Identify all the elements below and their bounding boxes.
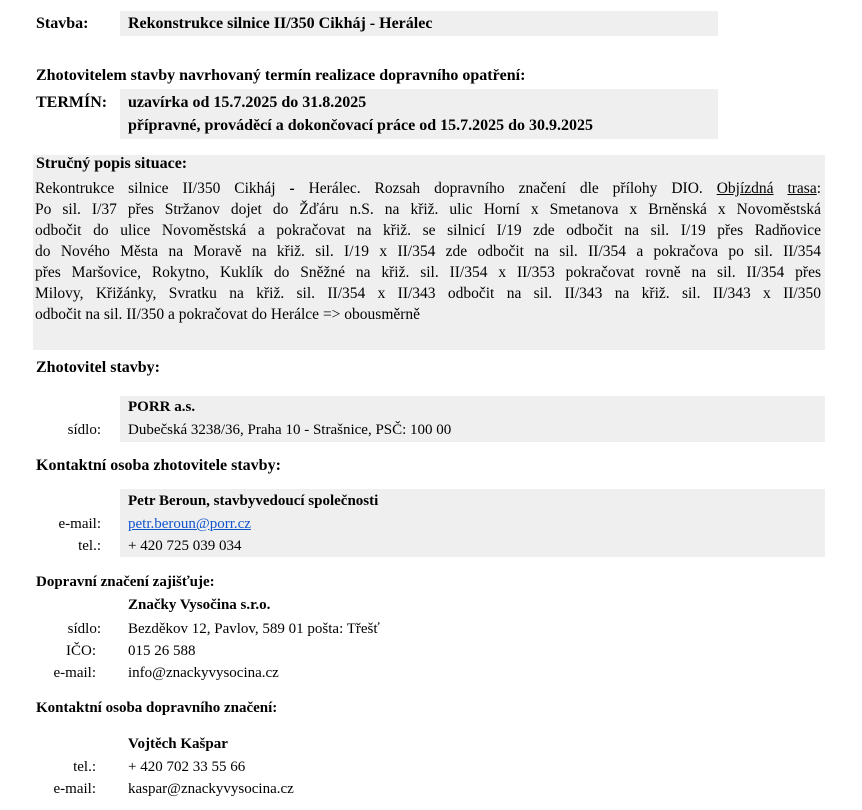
popis-text (35, 178, 821, 325)
kontakt-zhotovitel-email-link[interactable]: petr.beroun@porr.cz (128, 516, 251, 532)
znaceni-name: Značky Vysočina s.r.o. (128, 597, 271, 613)
znaceni-sidlo-label: sídlo: (67, 621, 101, 637)
kontakt-znaceni-name: Vojtěch Kašpar (128, 736, 228, 752)
popis-line: Po sil. I/37 přes Stržanov dojet do Žďáru n.S. na křiž. ulic Horní x Smetanova x Brněnská x Novoměstská (35, 201, 821, 218)
znaceni-heading: Dopravní značení zajišťuje: (36, 574, 215, 590)
kontakt-zhotovitel-name: Petr Beroun, stavbyvedoucí společnosti (128, 493, 379, 509)
znaceni-email: info@znackyvysocina.cz (128, 665, 279, 681)
termin-label: TERMÍN: (36, 94, 108, 111)
znaceni-ico: 015 26 588 (128, 643, 196, 659)
kontakt-znaceni-tel: + 420 702 33 55 66 (128, 759, 246, 775)
zhotovitel-sidlo: Dubečská 3238/36, Praha 10 - Strašnice, PSČ: 100 00 (128, 422, 452, 438)
termin-line1: uzavírka od 15.7.2025 do 31.8.2025 (128, 94, 367, 111)
kontakt-zhotovitel-tel: + 420 725 039 034 (128, 538, 242, 554)
popis-heading: Stručný popis situace: (36, 155, 188, 172)
popis-line: Milovy, Křižánky, Svratku na křiž. sil. II/354 x II/343 odbočit na sil. II/343 na křiž. sil. II/343 x II/350 (35, 285, 821, 302)
stavba-label: Stavba: (36, 15, 89, 32)
objizdna-underlined: Objízdná (716, 180, 774, 197)
popis-line: přes Maršovice, Rokytno, Kuklík do Sněžné na křiž. sil. II/354 x II/353 pokračovat rovně na sil. II/354 přes (35, 264, 821, 281)
zhotovitel-heading: Zhotovitel stavby: (36, 359, 160, 376)
termin-intro: Zhotovitelem stavby navrhovaný termín realizace dopravního opatření: (36, 67, 526, 84)
popis-text-span: : (816, 180, 822, 197)
trasa-underlined: trasa (787, 180, 817, 197)
stavba-value: Rekonstrukce silnice II/350 Cikháj - Herálec (128, 15, 433, 32)
popis-text-span: Rekontrukce silnice II/350 Cikháj (35, 180, 290, 197)
popis-space (774, 180, 788, 197)
popis-line: odbočit na sil. II/350 a pokračovat do Herálce => obousměrně (35, 306, 421, 323)
kontakt-zhotovitel-email-label: e-mail: (58, 516, 101, 532)
popis-line: odbočit do ulice Novoměstská a pokračovat na křiž. se silnicí I/19 zde odbočit na sil. I/19 přes Radňovice (35, 222, 821, 239)
znaceni-sidlo: Bezděkov 12, Pavlov, 589 01 pošta: Třešť (128, 621, 380, 637)
zhotovitel-name: PORR a.s. (128, 399, 196, 415)
znaceni-email-label: e-mail: (53, 665, 96, 681)
kontakt-znaceni-heading: Kontaktní osoba dopravního značení: (36, 700, 278, 716)
popis-text-span: Herálec. Rozsah dopravního značení dle přílohy DIO. (294, 180, 717, 197)
kontakt-zhotovitel-tel-label: tel.: (78, 538, 101, 554)
termin-line2: přípravné, prováděcí a dokončovací práce od 15.7.2025 do 30.9.2025 (128, 117, 594, 134)
kontakt-znaceni-email: kaspar@znackyvysocina.cz (128, 781, 294, 797)
popis-dash: - (289, 180, 295, 197)
zhotovitel-sidlo-label: sídlo: (67, 422, 101, 438)
kontakt-znaceni-email-label: e-mail: (53, 781, 96, 797)
popis-line (35, 178, 821, 199)
kontakt-zhotovitel-heading: Kontaktní osoba zhotovitele stavby: (36, 457, 281, 474)
znaceni-ico-label: IČO: (66, 643, 96, 659)
popis-line: do Nového Města na Moravě na křiž. sil. I/19 x II/354 zde odbočit na sil. II/354 a pokračova po sil. II/354 (35, 243, 821, 260)
kontakt-znaceni-tel-label: tel.: (73, 759, 96, 775)
